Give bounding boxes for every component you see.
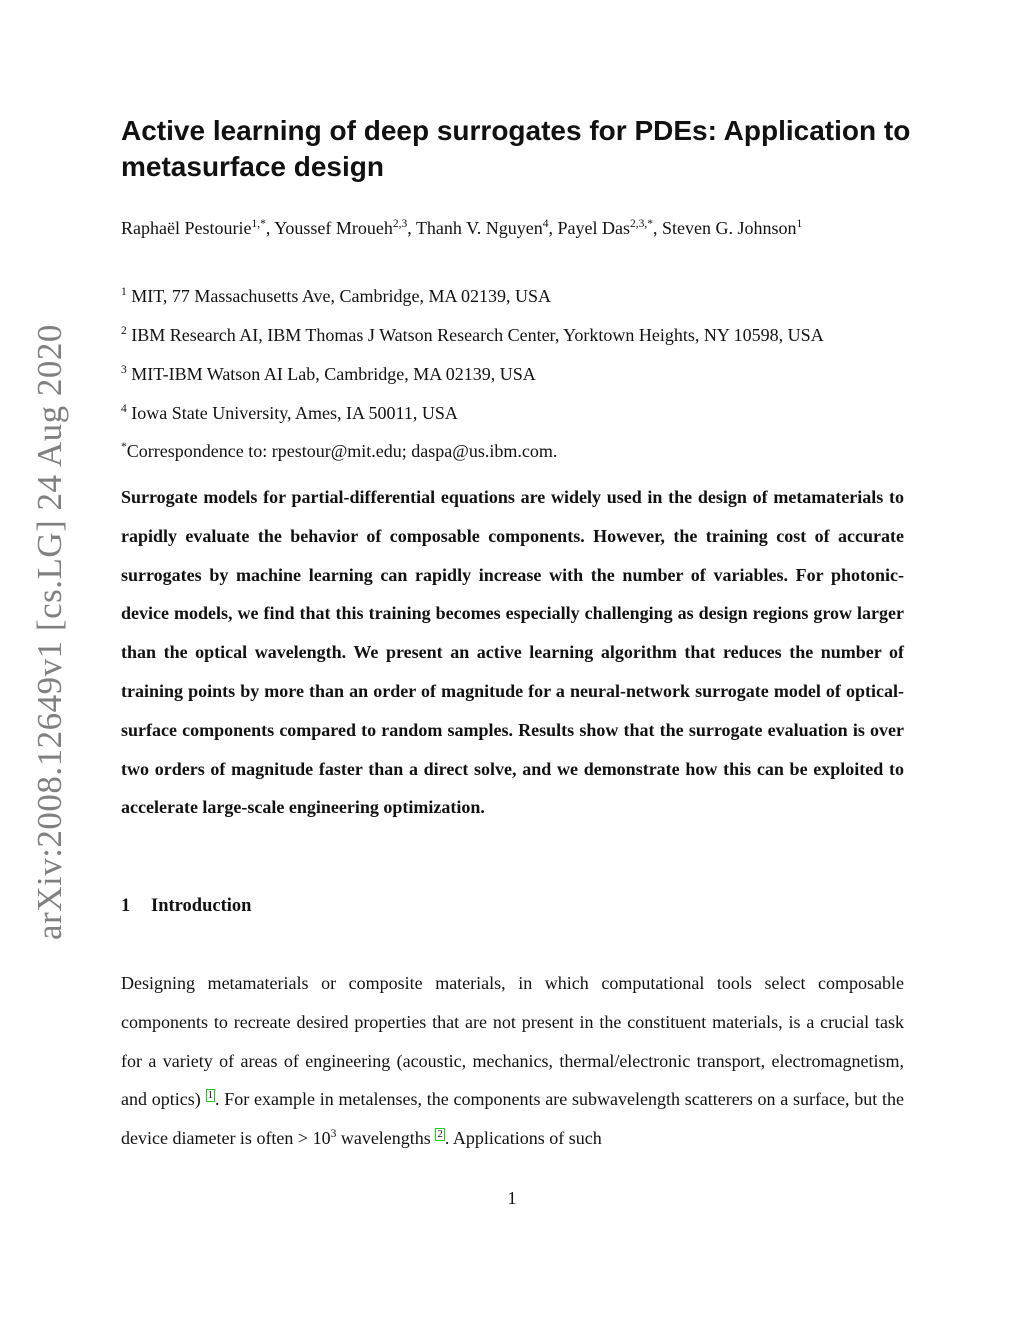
section-heading — [121, 896, 251, 917]
author-name: Steven G. Johnson — [662, 218, 797, 238]
intro-text: . Applications of such — [444, 1128, 602, 1149]
author-name: Youssef Mroueh — [274, 218, 393, 238]
abstract: Surrogate models for partial-differential equations are widely used in the design of metamaterials to rapidly evaluate the behavior of composable components. However, the training cost of accurate surrogates by machine learning can rapidly increase with the number of variables. For photonic-device models, we find that this training becomes especially challenging as design regions grow larger than the optical wavelength. We present an active learning algorithm that reduces the number of training points by more than an order of magnitude for a neural-network surrogate model of optical-surface components compared to random samples. Results show that the surrogate evaluation is over two orders of magnitude faster than a direct solve, and we demonstrate how this can be exploited to accelerate large-scale engineering optimization. — [121, 487, 904, 818]
author-name: Raphaël Pestourie — [121, 218, 252, 238]
correspondence — [121, 441, 557, 462]
paper-title: Active learning of deep surrogates for PDEs: Application to metasurface design — [121, 115, 911, 182]
author-affiliation-mark: 1 — [796, 218, 803, 230]
citation-link[interactable]: 2 — [437, 1128, 443, 1141]
author-name: Payel Das — [557, 218, 630, 238]
section-title: Introduction — [151, 896, 252, 916]
correspondence-text: Correspondence to: rpestour@mit.edu; daspa@us.ibm.com. — [126, 441, 558, 461]
exponent: 3 — [330, 1128, 337, 1141]
affiliation-mark: 1 — [121, 286, 127, 298]
citation-link[interactable]: 1 — [207, 1089, 214, 1102]
author-affiliation-mark: 2,3 — [392, 218, 408, 230]
correspondence-mark: * — [121, 441, 127, 453]
author-affiliation-mark: 1,* — [251, 218, 266, 230]
page-number: 1 — [507, 1188, 517, 1208]
affiliation-mark: 3 — [121, 364, 127, 376]
affiliation-mark: 2 — [121, 325, 127, 337]
author-list: Raphaël Pestourie$^{1,*}$, Youssef Mroueh$^{2,3}$, Thanh V. Nguyen$^4$, Payel Das$^{2,3,*}$, Steven G. Johnson$^1$ — [121, 218, 803, 238]
affiliation — [121, 403, 458, 424]
affiliation-text: IBM Research AI, IBM Thomas J Watson Research Center, Yorktown Heights, NY 10598, USA — [131, 325, 824, 345]
arxiv-identifier-stamp: arXiv:2008.12649v1 [cs.LG] 24 Aug 2020 — [30, 324, 69, 940]
affiliation — [121, 364, 536, 385]
affiliation-text: Iowa State University, Ames, IA 50011, USA — [131, 403, 458, 423]
author-affiliation-mark: 4 — [542, 218, 549, 230]
introduction-paragraph — [121, 964, 904, 1158]
section-number: 1 — [121, 896, 131, 916]
intro-text: wavelengths — [336, 1128, 431, 1149]
author-affiliation-mark: 2,3,* — [630, 218, 653, 230]
intro-text: Designing metamaterials or composite materials, in which computational tools select composable components to recreate desired properties that are not present in the constituent materials, is a crucial task for a variety of areas of engineering (acoustic, mechanics, thermal/electronic transport, electromagnetism, and optics) — [121, 973, 904, 1110]
affiliation-text: MIT, 77 Massachusetts Ave, Cambridge, MA 02139, USA — [131, 286, 552, 306]
author-name: Thanh V. Nguyen — [415, 218, 543, 238]
affiliation-mark: 4 — [121, 403, 127, 415]
affiliation — [121, 325, 824, 346]
affiliation — [121, 286, 551, 307]
affiliation-text: MIT-IBM Watson AI Lab, Cambridge, MA 02139, USA — [131, 364, 536, 384]
intro-text: . For example in metalenses, the components are subwavelength scatterers on a surface, but the device diameter is often > 10 — [121, 1089, 904, 1149]
